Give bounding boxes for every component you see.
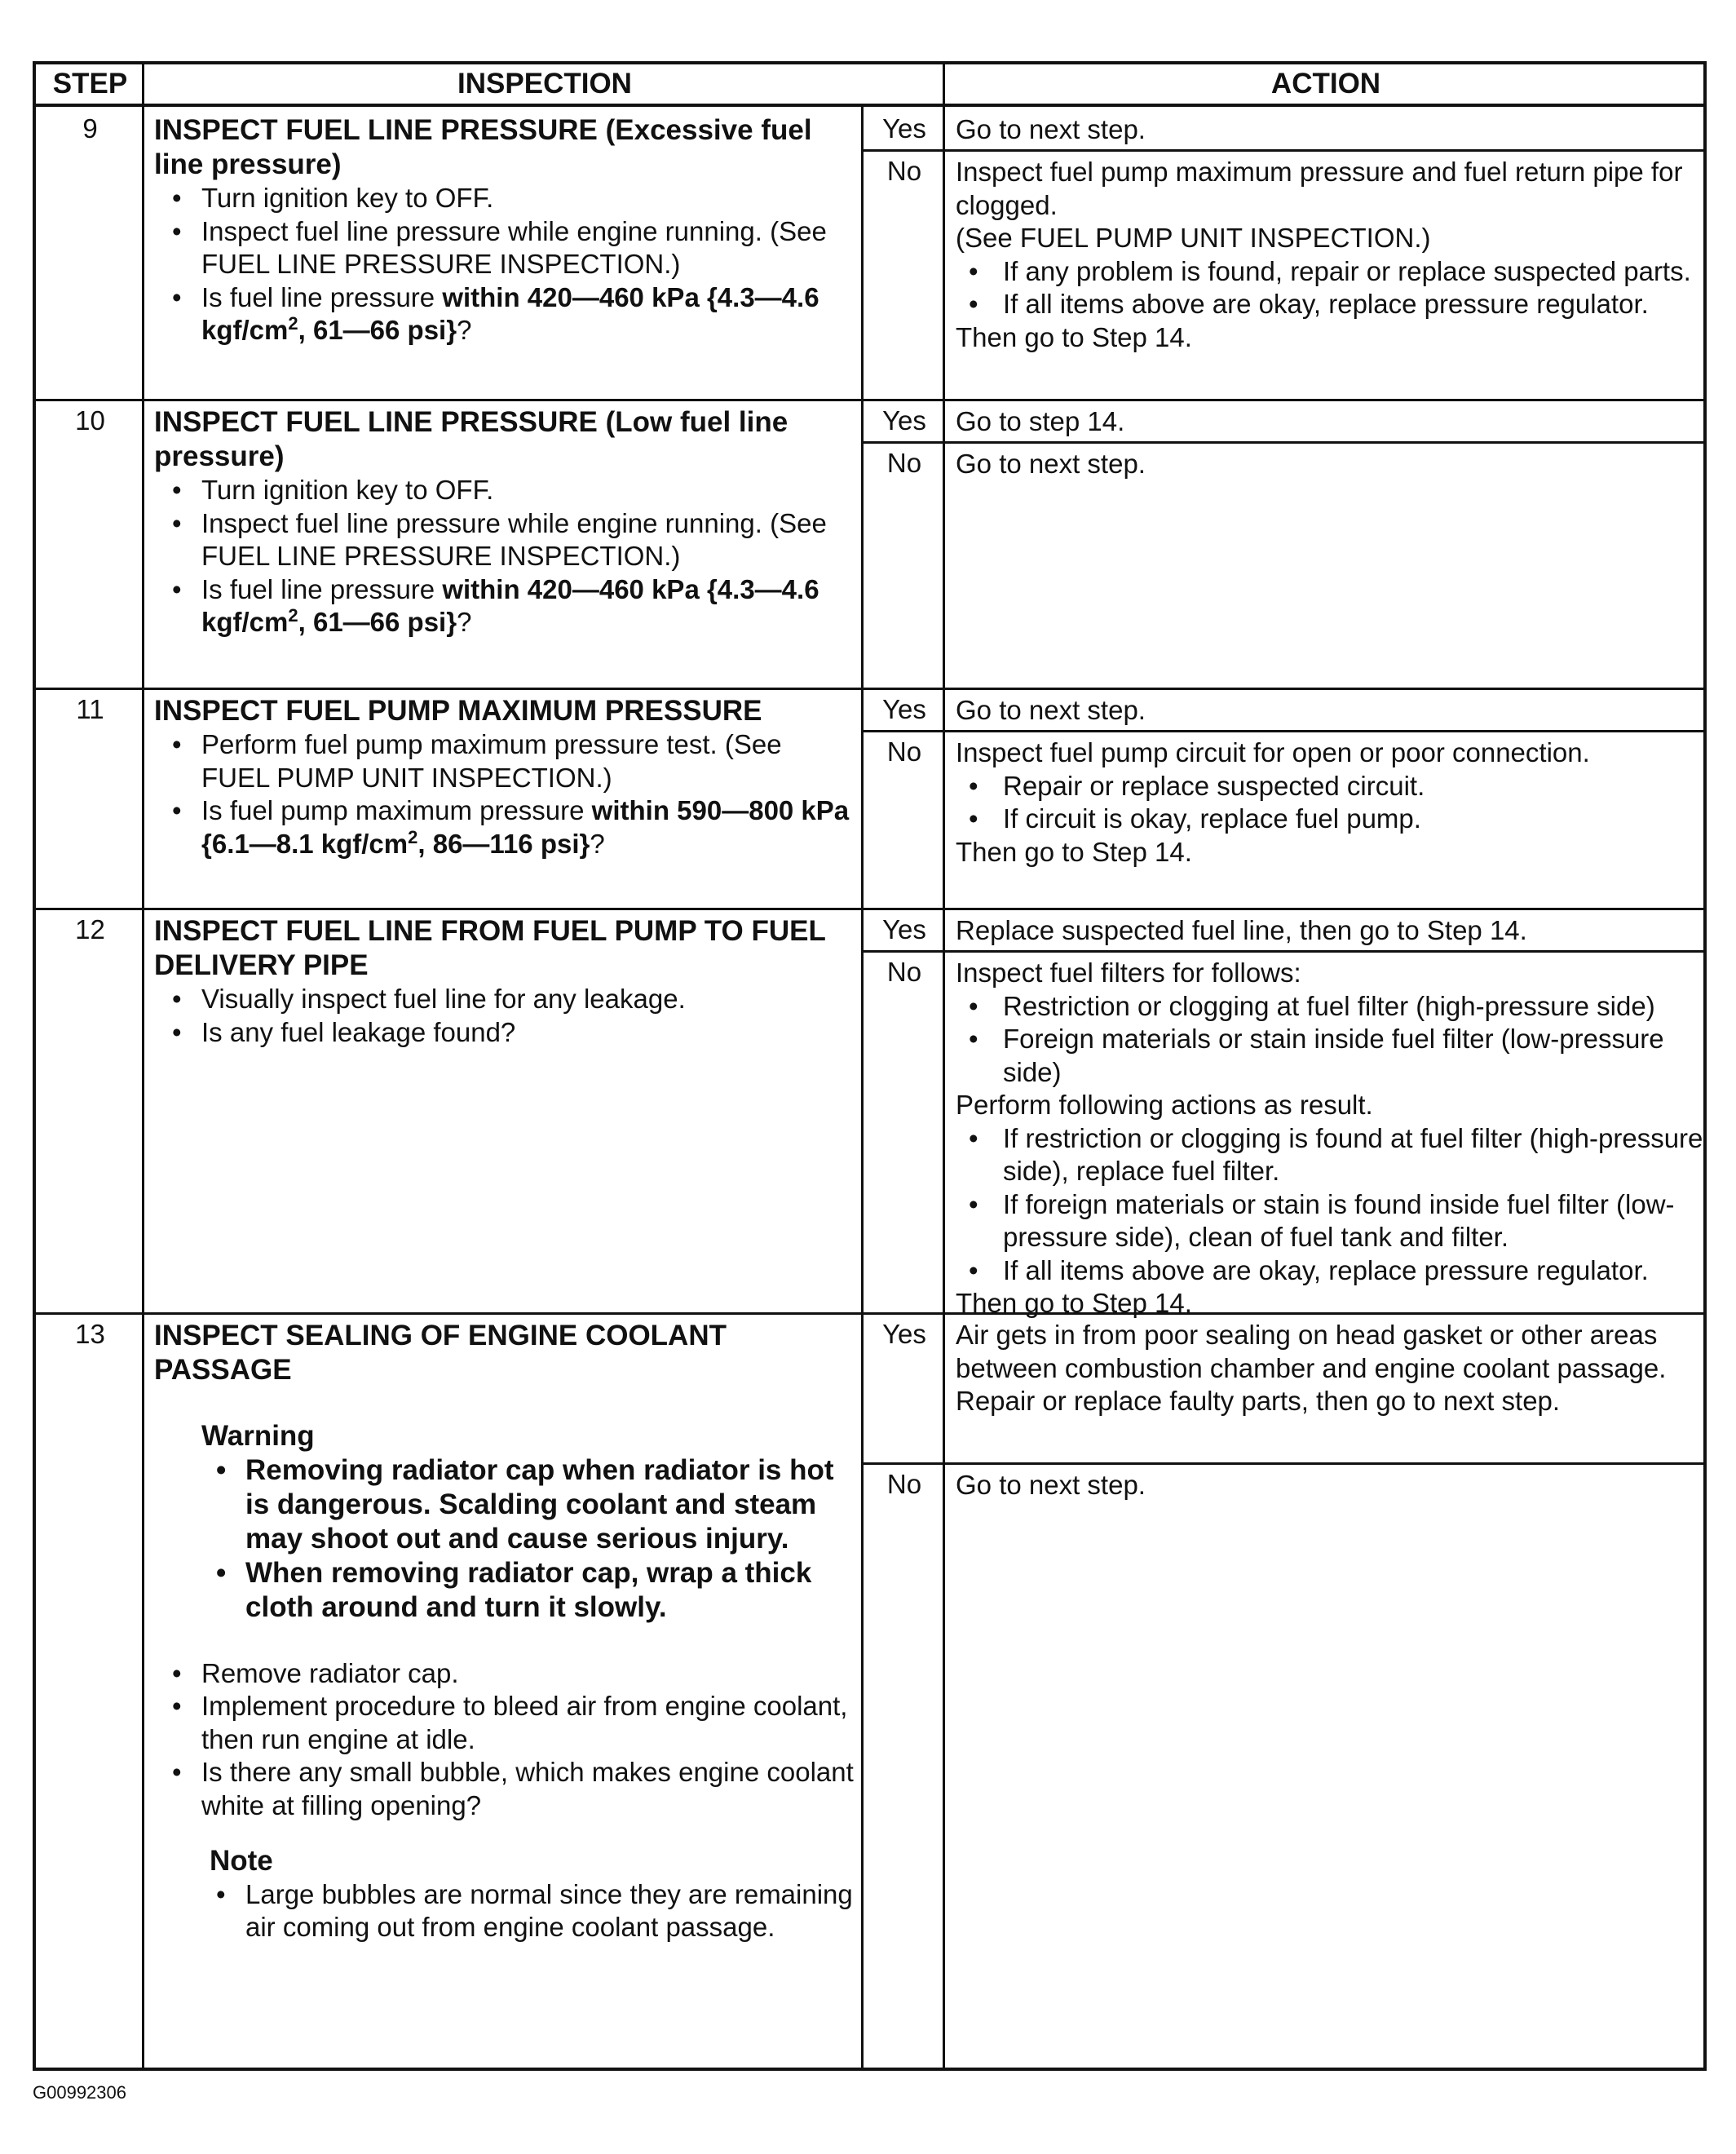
action-text: Then go to Step 14. [956,321,1192,352]
inspection-question: • Is fuel pump maximum pressure within 590—800 kPa {6.1—8.1 kgf/$cm^2$, 86—116 psi}? [154,794,855,860]
action-list [956,770,1706,836]
warning-list [154,1453,855,1625]
step-number: 11 [76,694,104,724]
inspection-cell-step-13 [154,1319,855,1944]
action-column-header: ACTION [945,64,1707,107]
no-action-step-11 [956,736,1706,869]
action-text: Inspect fuel filters for follows: [956,958,1301,988]
no-label: No [886,1469,922,1499]
action-text: Repair or replace faulty parts, then go to next step. [956,1386,1561,1416]
list-item: • Foreign materials or stain inside fuel filter (low-pressure side) [956,1023,1706,1089]
no-label: No [886,156,922,186]
yes-no-divider [861,1462,1703,1465]
action-text: Inspect fuel pump circuit for open or poor connection. [956,737,1590,767]
no-action-step-12 [956,957,1706,1320]
inspection-title: INSPECT FUEL LINE PRESSURE (Excessive fuel line pressure) [154,114,812,180]
yes-label: Yes [882,405,926,436]
action-text: Then go to Step 14. [956,1288,1192,1318]
action-text: Inspect fuel pump maximum pressure and fuel return pipe for clogged. [956,157,1683,220]
action-list [956,255,1706,321]
no-action: Go to next step. [956,1470,1146,1500]
inspection-list [154,474,855,639]
inspection-list [154,1657,855,1823]
inspection-action-divider [943,64,945,2068]
list-item: • If all items above are okay, replace pressure regulator. [956,288,1706,321]
yes-label: Yes [882,694,926,724]
inspection-title: INSPECT SEALING OF ENGINE COOLANT PASSAGE [154,1320,727,1386]
row-divider [36,688,1703,690]
list-item: • If any problem is found, repair or replace suspected parts. [956,255,1706,289]
yes-action-step-13 [956,1319,1706,1418]
action-text: Air gets in from poor sealing on head gasket or other areas between combustion chamber and engine coolant passage. [956,1320,1667,1383]
no-action: Go to next step. [956,449,1146,479]
list-item: • Is any fuel leakage found? [154,1016,855,1050]
list-item: • Remove radiator cap. [154,1657,855,1691]
yes-no-divider [861,730,1703,732]
warning-heading: Warning [201,1420,315,1452]
yes-label: Yes [882,113,926,144]
inspection-list [154,983,855,1049]
step-column-divider [142,64,144,2068]
yes-label: Yes [882,914,926,944]
diagnostic-table [33,61,1707,2071]
list-item: • Visually inspect fuel line for any leakage. [154,983,855,1016]
step-column-header: STEP [36,64,144,107]
yes-action: Go to next step. [956,114,1146,144]
inspection-list [154,728,855,860]
list-item: • Is there any small bubble, which makes engine coolant white at filling opening? [154,1756,855,1822]
inspection-title: INSPECT FUEL LINE FROM FUEL PUMP TO FUEL DELIVERY PIPE [154,915,826,981]
action-list [956,1122,1706,1288]
list-item: • If foreign materials or stain is found inside fuel filter (low-pressure side), clean of fuel tank and filter. [956,1188,1706,1254]
step-number: 10 [75,405,105,436]
list-item: • Inspect fuel line pressure while engine running. (See FUEL LINE PRESSURE INSPECTION.) [154,215,855,281]
note-list [154,1878,855,1944]
inspection-list [154,182,855,347]
yes-no-divider [861,441,1703,444]
step-number: 9 [82,113,98,144]
inspection-question: • Is fuel line pressure within 420—460 kPa {4.3—4.6 kgf/$cm^2$, 61—66 psi}? [154,573,855,639]
inspection-cell-step-12 [154,914,855,1049]
inspection-title: INSPECT FUEL PUMP MAXIMUM PRESSURE [154,695,762,727]
list-item: • Turn ignition key to OFF. [154,182,855,215]
list-item: • If restriction or clogging is found at fuel filter (high-pressure side), replace fuel filter. [956,1122,1706,1188]
inspection-cell-step-11 [154,694,855,860]
yes-action: Go to next step. [956,695,1146,725]
action-text: Perform following actions as result. [956,1090,1373,1120]
step-number: 12 [75,914,105,944]
list-item: • If circuit is okay, replace fuel pump. [956,803,1706,836]
action-text: Then go to Step 14. [956,836,1192,867]
list-item: • Restriction or clogging at fuel filter (high-pressure side) [956,990,1706,1024]
action-list [956,990,1706,1090]
inspection-cell-step-9 [154,113,855,347]
list-item: • Large bubbles are normal since they are remaining air coming out from engine coolant passage. [154,1878,855,1944]
yes-no-divider [861,950,1703,953]
inspection-column-header: INSPECTION [144,64,945,107]
list-item: • Inspect fuel line pressure while engine running. (See FUEL LINE PRESSURE INSPECTION.) [154,507,855,573]
list-item: • When removing radiator cap, wrap a thick cloth around and turn it slowly. [154,1556,855,1625]
list-item: • Removing radiator cap when radiator is hot is dangerous. Scalding coolant and steam may shoot out and cause serious injury. [154,1453,855,1556]
step-number: 13 [75,1319,105,1349]
yes-label: Yes [882,1319,926,1349]
row-divider [36,399,1703,401]
list-item: • Implement procedure to bleed air from engine coolant, then run engine at idle. [154,1690,855,1756]
yes-action: Go to step 14. [956,406,1125,436]
figure-id: G00992306 [33,2082,126,2103]
inspection-cell-step-10 [154,405,855,639]
no-label: No [886,736,922,767]
list-item: • Perform fuel pump maximum pressure test. (See FUEL PUMP UNIT INSPECTION.) [154,728,855,794]
no-label: No [886,957,922,987]
list-item: • Repair or replace suspected circuit. [956,770,1706,803]
inspection-question: • Is fuel line pressure within 420—460 kPa {4.3—4.6 kgf/$cm^2$, 61—66 psi}? [154,281,855,347]
yes-action: Replace suspected fuel line, then go to Step 14. [956,915,1527,945]
row-divider [36,908,1703,910]
action-reference: (See FUEL PUMP UNIT INSPECTION.) [956,223,1431,253]
list-item: • Turn ignition key to OFF. [154,474,855,507]
no-label: No [886,448,922,478]
no-action-step-9 [956,156,1706,354]
note-heading: Note [210,1845,273,1877]
inspection-title: INSPECT FUEL LINE PRESSURE (Low fuel line pressure) [154,406,788,472]
list-item: • If all items above are okay, replace pressure regulator. [956,1254,1706,1288]
yes-no-divider [861,149,1703,152]
